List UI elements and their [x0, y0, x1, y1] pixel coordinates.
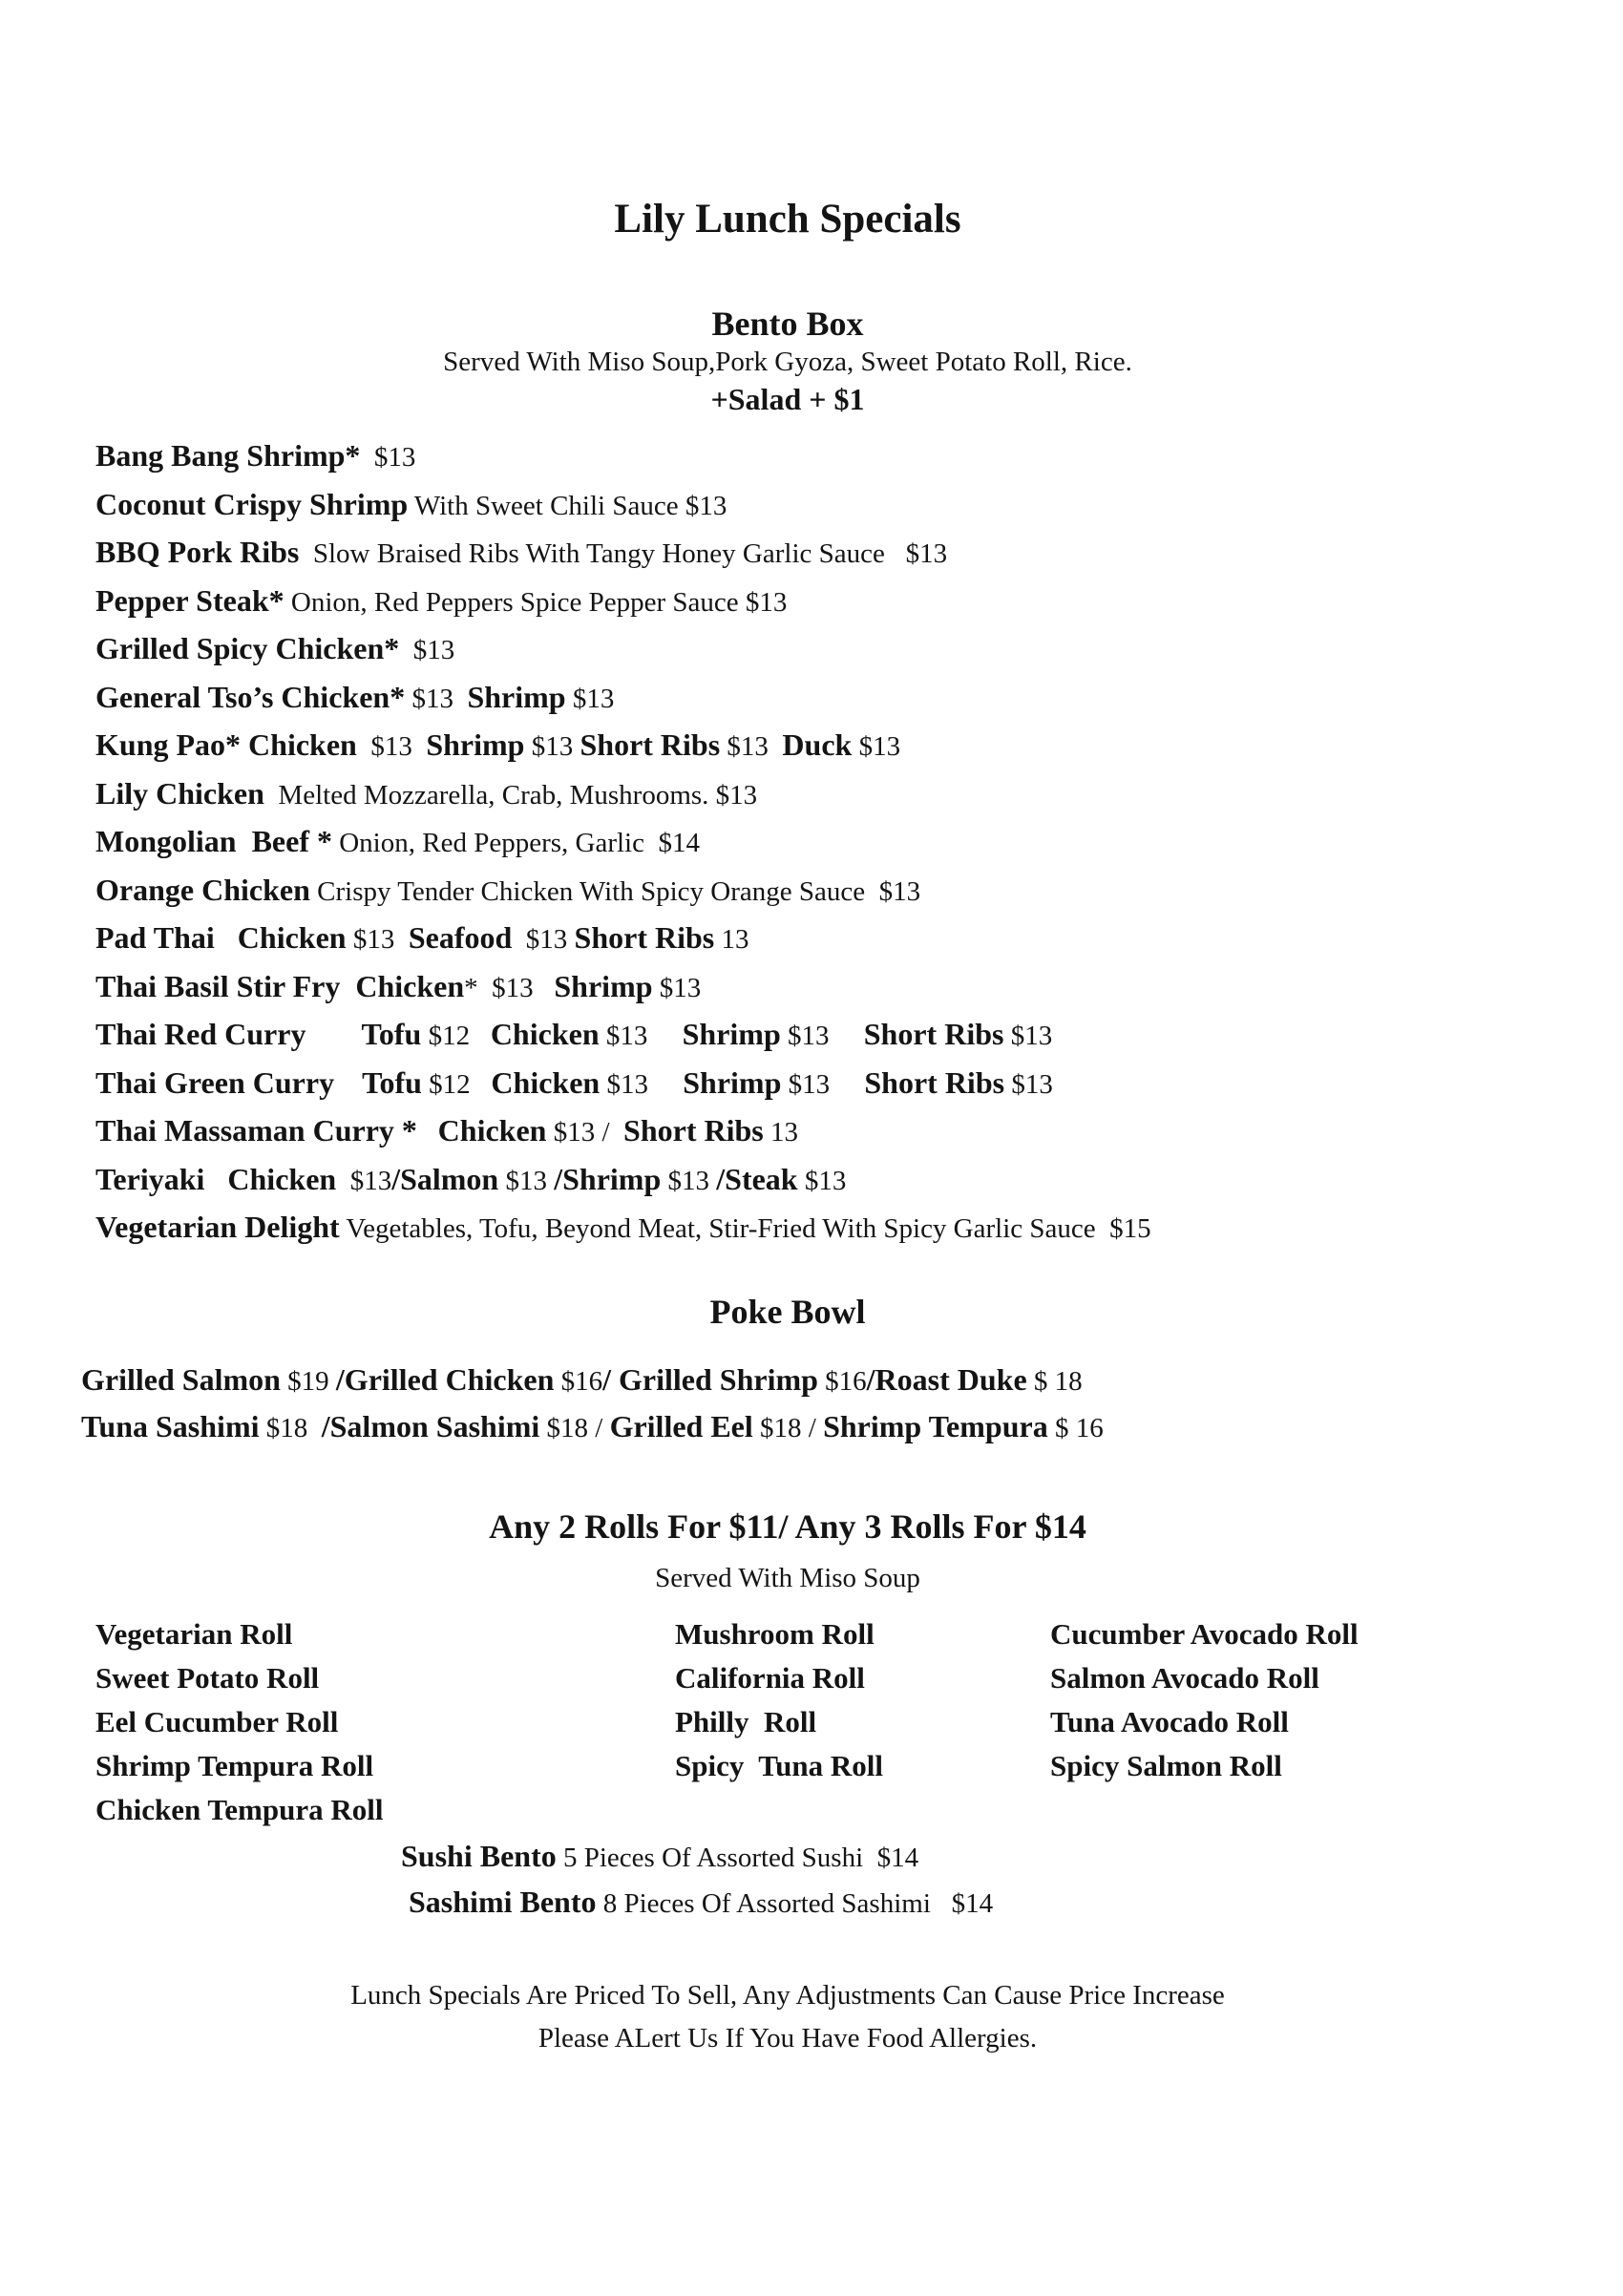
item-detail: $13 — [512, 924, 575, 955]
item-name: Short Ribs — [623, 1113, 764, 1148]
item-detail: Melted Mozzarella, Crab, Mushrooms. $13 — [263, 779, 758, 811]
roll-name: California Roll — [675, 1660, 865, 1695]
item-detail: $13 — [405, 683, 468, 714]
menu-line — [95, 481, 1575, 530]
menu-line — [95, 770, 1575, 819]
item-detail: 8 Pieces Of Assorted Sashimi $14 — [596, 1887, 994, 1919]
item-name: /Salmon — [391, 1161, 499, 1196]
bento-heading: Bento Box — [711, 305, 864, 343]
item-detail: $13 — [498, 1165, 555, 1196]
item-detail: $13 — [565, 683, 615, 714]
item-name: /Steak — [716, 1161, 798, 1196]
menu-line — [95, 625, 1575, 674]
item-name: Thai Green Curry — [95, 1064, 335, 1100]
item-detail: $ 16 — [1047, 1412, 1104, 1443]
item-detail: Crispy Tender Chicken With Spicy Orange Sauce $13 — [309, 875, 921, 907]
item-detail: $13 — [1004, 1068, 1053, 1100]
menu-page — [0, 196, 1575, 2060]
item-detail: Slow Braised Ribs With Tangy Honey Garlic Sauce $13 — [299, 538, 948, 569]
menu-line — [401, 1834, 1575, 1880]
item-detail: 5 Pieces Of Assorted Sushi $14 — [556, 1842, 919, 1873]
item-detail: $13 — [1003, 1021, 1053, 1051]
item-detail: $16 — [554, 1365, 603, 1397]
menu-line — [95, 529, 1575, 578]
item-name: Shrimp — [426, 727, 525, 762]
item-name: Grilled Spicy Chicken* — [95, 631, 400, 665]
poke-heading: Poke Bowl — [709, 1292, 866, 1331]
roll-name: Chicken Tempura Roll — [95, 1792, 384, 1826]
item-name: General Tso’s Chicken* — [95, 679, 406, 714]
item-name: Pepper Steak* — [95, 582, 285, 618]
rolls-note: Served With Miso Soup — [655, 1562, 920, 1593]
page-title: Lily Lunch Specials — [614, 197, 961, 242]
menu-line — [81, 1404, 1575, 1451]
item-detail: $13 — [797, 1165, 847, 1196]
item-detail: With Sweet Chili Sauce $13 — [408, 490, 727, 521]
item-name: Coconut Crispy Shrimp — [95, 486, 409, 521]
item-detail: $13 — [720, 731, 783, 762]
item-detail: $13 / — [546, 1117, 624, 1148]
item-detail: $13 — [600, 1068, 684, 1100]
roll-name: Vegetarian Roll — [95, 1616, 293, 1651]
roll-name: Spicy Salmon Roll — [1050, 1748, 1282, 1782]
item-name: Vegetarian Delight — [95, 1210, 340, 1244]
item-detail: $13 — [356, 731, 427, 762]
item-name: /Salmon Sashimi — [321, 1408, 540, 1443]
item-detail: $13 — [599, 1021, 683, 1051]
item-name: Chicken — [437, 1113, 547, 1148]
item-detail: $12 — [421, 1021, 491, 1051]
menu-line — [95, 963, 1575, 1012]
roll-name: Eel Cucumber Roll — [95, 1704, 339, 1738]
item-name: Short Ribs — [863, 1017, 1004, 1051]
item-name: Thai Massaman Curry * — [95, 1113, 417, 1148]
footer-line-1: Lunch Specials Are Priced To Sell, Any Adjustments Can Cause Price Increase — [350, 1979, 1225, 2011]
item-detail: $19 — [280, 1365, 336, 1397]
item-detail: $13 — [781, 1068, 865, 1100]
item-name: Grilled Salmon — [81, 1361, 281, 1397]
item-detail: Vegetables, Tofu, Beyond Meat, Stir-Fried With Spicy Garlic Sauce $15 — [339, 1213, 1151, 1244]
item-detail: $13 — [524, 731, 580, 762]
menu-line — [95, 1060, 1575, 1108]
bento-note: Served With Miso Soup,Pork Gyoza, Sweet Potato Roll, Rice. — [443, 347, 1132, 377]
item-name: Orange Chicken — [95, 872, 310, 907]
footer — [0, 1974, 1575, 2060]
menu-line — [95, 1011, 1575, 1060]
menu-line — [95, 1156, 1575, 1205]
item-name: Short Ribs — [580, 727, 721, 762]
item-detail: $16 — [817, 1365, 867, 1397]
item-name: Thai Red Curry — [95, 1017, 306, 1051]
rolls-grid — [0, 1612, 1575, 1832]
item-detail: $13 — [652, 972, 702, 1003]
bento-items — [0, 432, 1575, 1253]
item-detail: 13 — [763, 1117, 798, 1148]
item-detail: Onion, Red Peppers Spice Pepper Sauce $13 — [284, 586, 788, 618]
item-name: Chicken — [491, 1064, 601, 1100]
item-name: Sashimi Bento — [401, 1884, 597, 1919]
item-name: Grilled Eel — [609, 1408, 753, 1443]
item-detail: $13 — [661, 1165, 717, 1196]
rolls-column-1 — [95, 1612, 675, 1832]
menu-line — [81, 1358, 1575, 1404]
item-name: BBQ Pork Ribs — [95, 535, 300, 569]
menu-line — [95, 915, 1575, 963]
item-name: Seafood — [408, 920, 513, 955]
item-name: Tofu — [362, 1064, 422, 1100]
footer-line-2: Please ALert Us If You Have Food Allergies. — [537, 2022, 1038, 2054]
item-name: /Shrimp — [554, 1161, 662, 1196]
roll-name: Spicy Tuna Roll — [675, 1748, 883, 1782]
item-name: Lily Chicken — [95, 775, 264, 811]
item-name: /Roast Duke — [866, 1361, 1027, 1397]
item-detail: $13 — [780, 1021, 864, 1051]
item-detail: $18 / — [539, 1412, 610, 1443]
menu-line — [95, 1107, 1575, 1156]
roll-name: Philly Roll — [675, 1704, 817, 1738]
item-detail — [417, 1117, 438, 1148]
poke-items — [0, 1358, 1575, 1451]
item-name: Sushi Bento — [401, 1838, 557, 1873]
item-detail: $13 — [852, 731, 901, 762]
item-detail: $18 — [259, 1412, 322, 1443]
item-name: Chicken — [490, 1017, 600, 1051]
sushi-bento-items — [0, 1834, 1575, 1926]
item-detail: $13 — [346, 924, 409, 955]
menu-line — [401, 1880, 1575, 1926]
item-name: Shrimp — [554, 968, 653, 1003]
item-detail: 13 — [714, 924, 749, 955]
item-name: Tofu — [361, 1017, 422, 1051]
item-name: / Grilled Shrimp — [602, 1361, 818, 1397]
menu-line — [95, 722, 1575, 770]
item-detail: * $13 — [464, 972, 555, 1003]
roll-name: Tuna Avocado Roll — [1050, 1704, 1289, 1738]
menu-line — [95, 1204, 1575, 1253]
menu-line — [95, 674, 1575, 723]
menu-line — [95, 432, 1575, 481]
rolls-column-3 — [1050, 1612, 1575, 1788]
menu-line — [95, 818, 1575, 867]
item-detail: $13 — [360, 442, 416, 473]
item-name: Shrimp — [467, 679, 566, 714]
item-name: /Grilled Chicken — [335, 1361, 555, 1397]
menu-line — [95, 867, 1575, 916]
item-name: Mongolian Beef * — [95, 824, 332, 858]
roll-name: Mushroom Roll — [675, 1616, 875, 1651]
item-detail: $13 — [399, 635, 455, 665]
item-name: Short Ribs — [574, 920, 715, 955]
item-name: Duck — [782, 727, 853, 762]
item-detail — [306, 1021, 361, 1051]
item-name: Pad Thai Chicken — [95, 920, 347, 955]
rolls-heading: Any 2 Rolls For $11/ Any 3 Rolls For $14 — [489, 1506, 1086, 1546]
item-name: Shrimp — [683, 1064, 782, 1100]
item-name: Kung Pao* Chicken — [95, 727, 357, 762]
item-name: Tuna Sashimi — [81, 1408, 260, 1443]
item-detail: Onion, Red Peppers, Garlic $14 — [331, 828, 700, 858]
item-detail: $12 — [421, 1068, 492, 1100]
item-name: Short Ribs — [864, 1064, 1005, 1100]
menu-line — [95, 578, 1575, 626]
rolls-column-2 — [675, 1612, 1050, 1788]
roll-name: Shrimp Tempura Roll — [95, 1748, 374, 1782]
item-name: Shrimp — [682, 1017, 781, 1051]
item-detail: $13 — [336, 1165, 392, 1196]
roll-name: Sweet Potato Roll — [95, 1660, 320, 1695]
roll-name: Cucumber Avocado Roll — [1050, 1616, 1359, 1651]
item-name: Shrimp Tempura — [823, 1408, 1048, 1443]
roll-name: Salmon Avocado Roll — [1050, 1660, 1319, 1695]
item-name: Teriyaki Chicken — [95, 1161, 337, 1196]
bento-salad-note: +Salad + $1 — [710, 382, 865, 416]
item-detail: $18 / — [752, 1412, 824, 1443]
item-detail: $ 18 — [1026, 1365, 1083, 1397]
item-name: Thai Basil Stir Fry Chicken — [95, 968, 465, 1003]
item-name: Bang Bang Shrimp* — [95, 438, 361, 473]
item-detail — [334, 1069, 362, 1100]
